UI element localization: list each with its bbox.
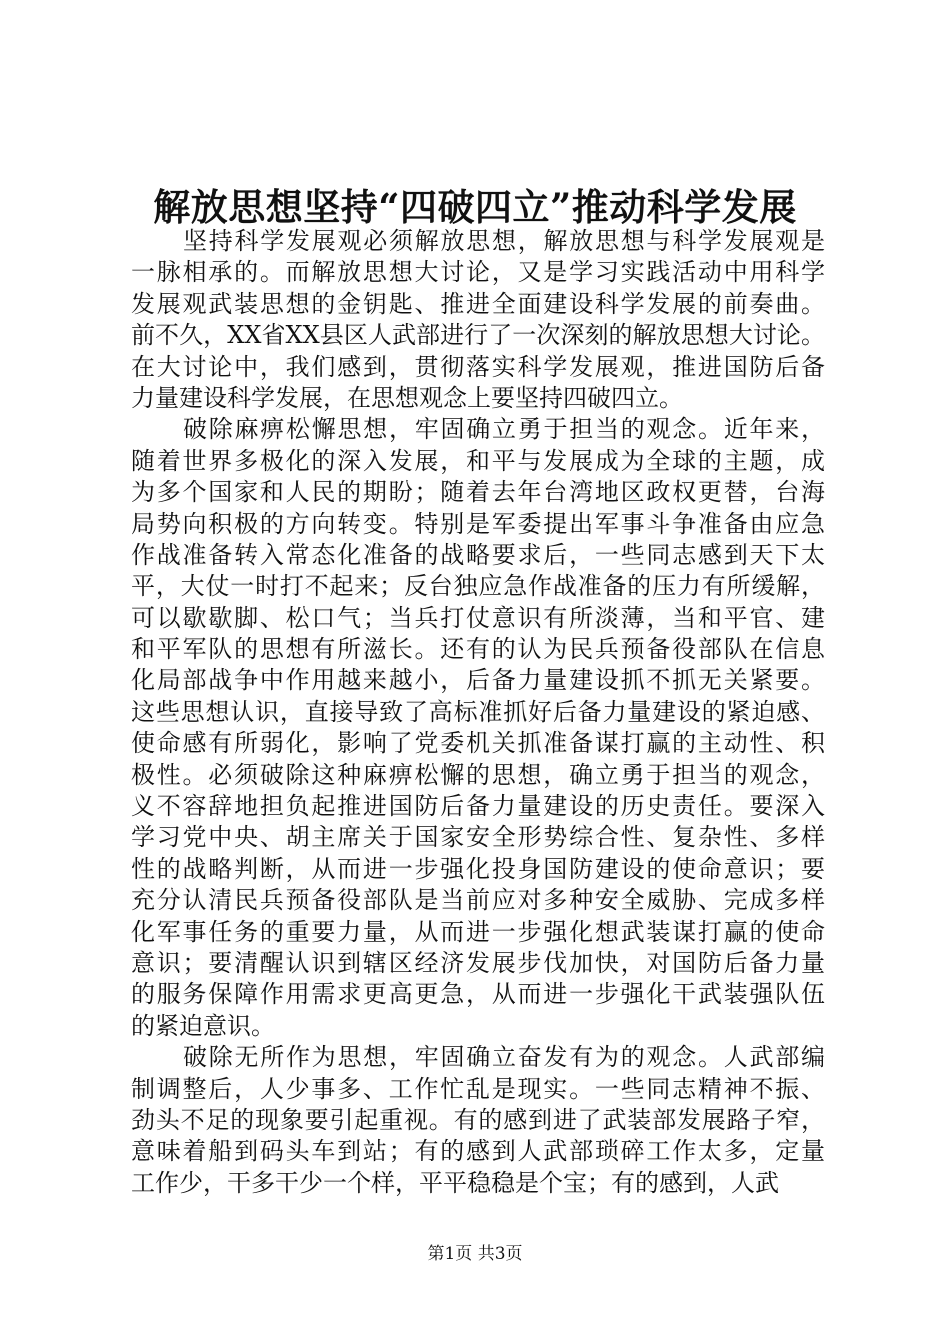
text-line: 意味着船到码头车到站；有的感到人武部琐碎工作太多，定量 [131,1137,825,1166]
text-line: 破除无所作为思想，牢固确立奋发有为的观念。人武部编 [183,1043,825,1072]
text-line: 的服务保障作用需求更高更急，从而进一步强化干武装强队伍 [131,980,825,1009]
paragraph [131,1042,825,1199]
text-line: 工作少，干多干少一个样，平平稳稳是个宝；有的感到，人武 [131,1168,779,1197]
text-line: 义不容辞地担负起推进国防后备力量建设的历史责任。要深入 [131,792,825,821]
text-line: 平，大仗一时打不起来；反台独应急作战准备的压力有所缓解， [131,572,825,601]
text-line: 发展观武装思想的金钥匙、推进全面建设科学发展的前奏曲。 [131,289,825,318]
text-line: 和平军队的思想有所滋长。还有的认为民兵预备役部队在信息 [131,635,825,664]
text-line: 制调整后，人少事多、工作忙乱是现实。一些同志精神不振、 [131,1074,825,1103]
text-line: 充分认清民兵预备役部队是当前应对多种安全威胁、完成多样 [131,886,825,915]
text-line: 化军事任务的重要力量，从而进一步强化想武装谋打赢的使命 [131,917,825,946]
text-line: 作战准备转入常态化准备的战略要求后，一些同志感到天下太 [131,540,825,569]
text-line: 在大讨论中，我们感到，贯彻落实科学发展观，推进国防后备 [131,352,825,381]
text-line: 性的战略判断，从而进一步强化投身国防建设的使命意识；要 [131,854,825,883]
document-body [131,226,825,1199]
page-footer: 第1页 共3页 [427,1244,523,1264]
text-line: 极性。必须破除这种麻痹松懈的思想，确立勇于担当的观念， [131,760,825,789]
text-line: 随着世界多极化的深入发展，和平与发展成为全球的主题，成 [131,446,825,475]
text-line: 局势向积极的方向转变。特别是军委提出军事斗争准备由应急 [131,509,825,538]
text-line: 学习党中央、胡主席关于国家安全形势综合性、复杂性、多样 [131,823,825,852]
text-line: 前不久，XX省XX县区人武部进行了一次深刻的解放思想大讨论。 [131,321,825,350]
text-line: 坚持科学发展观必须解放思想，解放思想与科学发展观是 [183,227,825,255]
paragraph [131,226,825,414]
text-line: 使命感有所弱化，影响了党委机关抓准备谋打赢的主动性、积 [131,729,825,758]
text-line: 意识；要清醒认识到辖区经济发展步伐加快，对国防后备力量 [131,948,825,977]
text-line: 的紧迫意识。 [131,1011,275,1040]
text-line: 一脉相承的。而解放思想大讨论，又是学习实践活动中用科学 [131,258,825,287]
text-line: 可以歇歇脚、松口气；当兵打仗意识有所淡薄，当和平官、建 [131,603,825,632]
text-line: 这些思想认识，直接导致了高标准抓好后备力量建设的紧迫感、 [131,697,825,726]
text-line: 化局部战争中作用越来越小，后备力量建设抓不抓无关紧要。 [131,666,825,695]
text-line: 劲头不足的现象要引起重视。有的感到进了武装部发展路子窄， [131,1105,825,1134]
text-line: 破除麻痹松懈思想，牢固确立勇于担当的观念。近年来， [183,415,825,444]
page-title: 解放思想坚持“四破四立”推动科学发展 [153,185,797,229]
paragraph [131,414,825,1042]
text-line: 为多个国家和人民的期盼；随着去年台湾地区政权更替，台海 [131,478,825,507]
text-line: 力量建设科学发展，在思想观念上要坚持四破四立。 [131,383,683,412]
